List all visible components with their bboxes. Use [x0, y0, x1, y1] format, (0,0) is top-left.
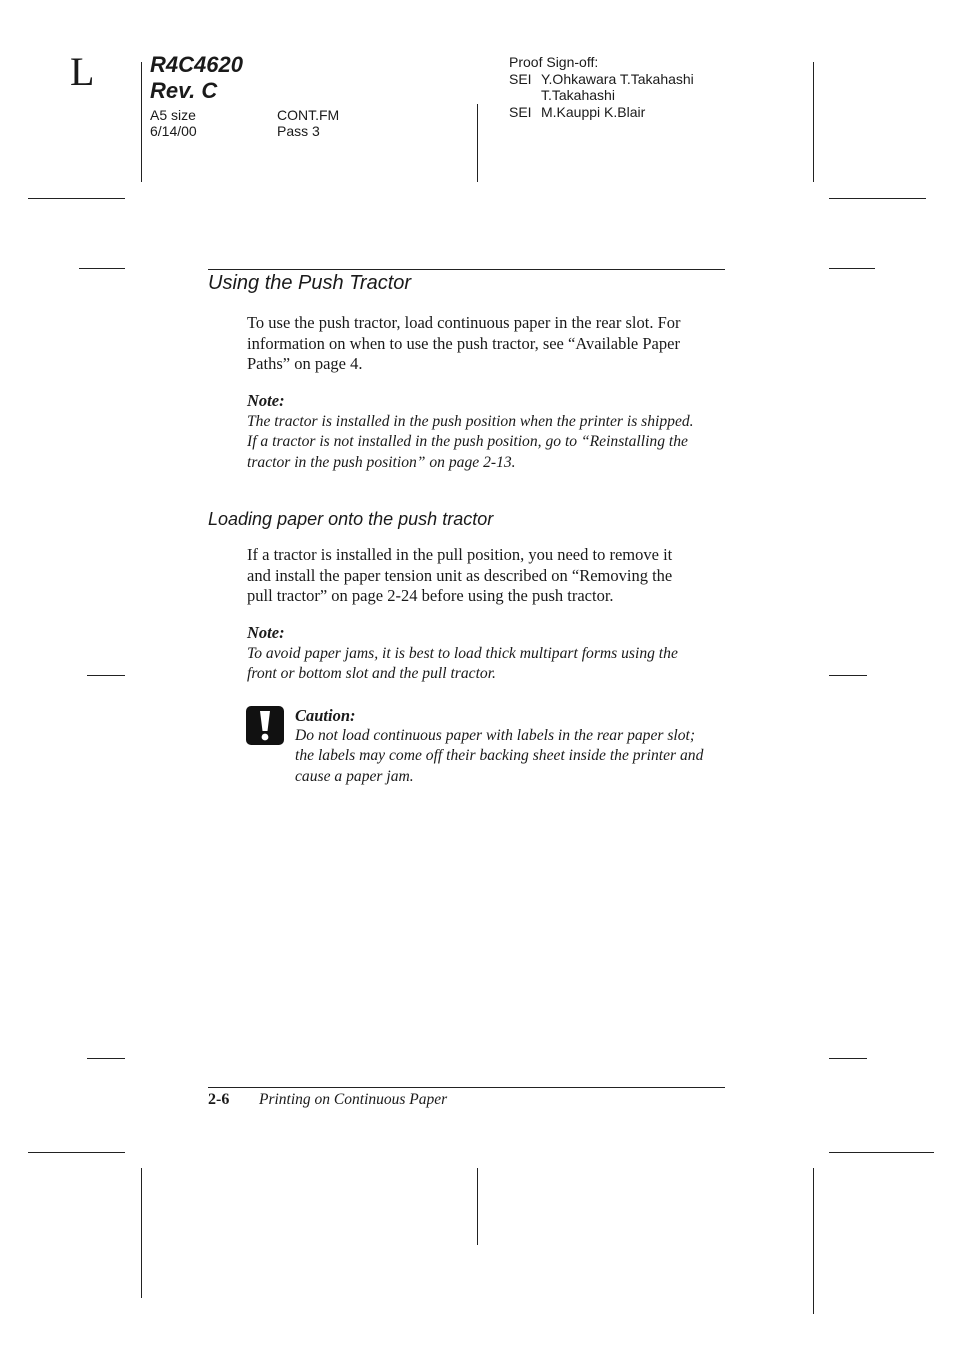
crop-mark: [477, 104, 478, 182]
subsection-heading: Loading paper onto the push tractor: [208, 509, 494, 529]
crop-mark: [829, 1152, 934, 1153]
revision-title: Rev. C: [150, 78, 218, 103]
note-title: Note:: [247, 623, 285, 642]
note-line: To avoid paper jams, it is best to load thick multipart forms using the: [247, 645, 678, 662]
exclamation-glyph: [246, 706, 284, 745]
note-body: [247, 644, 723, 685]
note-line: front or bottom slot and the pull tractor.: [247, 665, 496, 683]
proof-org: SEI: [509, 104, 532, 120]
body-line: information on when to use the push tractor, see “Available Paper: [247, 333, 680, 353]
crop-mark: [829, 675, 867, 676]
model-title: R4C4620: [150, 52, 243, 77]
crop-mark: [28, 198, 125, 199]
pass-number: Pass 3: [277, 123, 320, 139]
body-line: pull tractor” on page 2-24 before using the push tractor.: [247, 586, 614, 605]
note-body: [247, 412, 723, 473]
chapter-title: Printing on Continuous Paper: [259, 1091, 448, 1108]
page-number: 2-6: [208, 1091, 230, 1108]
crop-mark: [87, 1058, 125, 1059]
paper-size: A5 size: [150, 107, 196, 123]
print-date: 6/14/00: [150, 123, 197, 139]
exclamation-icon: [246, 706, 284, 745]
crop-mark: [813, 1168, 814, 1314]
body-line: If a tractor is installed in the pull position, you need to remove it: [247, 545, 673, 564]
crop-mark: [829, 1058, 867, 1059]
section-heading: Using the Push Tractor: [208, 272, 412, 294]
body-line: and install the paper tension unit as described on “Removing the: [247, 565, 673, 585]
crop-mark: [829, 268, 875, 269]
caution-line: the labels may come off their backing sheet inside the printer and: [295, 747, 704, 765]
subsection-body: [247, 545, 723, 607]
crop-mark: [829, 198, 926, 199]
proof-signoff-title: Proof Sign-off:: [509, 54, 599, 70]
proof-names: Y.Ohkawara T.Takahashi: [541, 71, 694, 87]
note-line: tractor in the push position” on page 2-13.: [247, 453, 516, 471]
crop-mark: [141, 1168, 142, 1298]
file-name: CONT.FM: [277, 107, 340, 123]
crop-mark: [87, 675, 125, 676]
note-line: If a tractor is not installed in the push position, go to “Reinstalling the: [247, 433, 688, 451]
body-line: To use the push tractor, load continuous paper in the rear slot. For: [247, 313, 681, 332]
section-rule: [208, 269, 725, 270]
crop-mark: [28, 1152, 125, 1153]
crop-mark: [813, 62, 814, 182]
crop-mark: [79, 268, 125, 269]
note-line: The tractor is installed in the push position when the printer is shipped.: [247, 413, 694, 430]
caution-body: [295, 726, 725, 787]
proof-names: M.Kauppi K.Blair: [541, 104, 646, 120]
caution-line: Do not load continuous paper with labels in the rear paper slot;: [295, 727, 696, 744]
crop-mark: [477, 1168, 478, 1245]
footer-rule: [208, 1087, 725, 1088]
crop-mark: [141, 62, 142, 182]
caution-line: cause a paper jam.: [295, 767, 414, 785]
corner-letter: L: [70, 49, 95, 94]
proof-names: T.Takahashi: [541, 87, 615, 103]
section-body: [247, 313, 723, 375]
body-line: Paths” on page 4.: [247, 354, 363, 373]
caution-title: Caution:: [295, 706, 356, 725]
proof-org: SEI: [509, 71, 532, 87]
note-title: Note:: [247, 391, 285, 410]
